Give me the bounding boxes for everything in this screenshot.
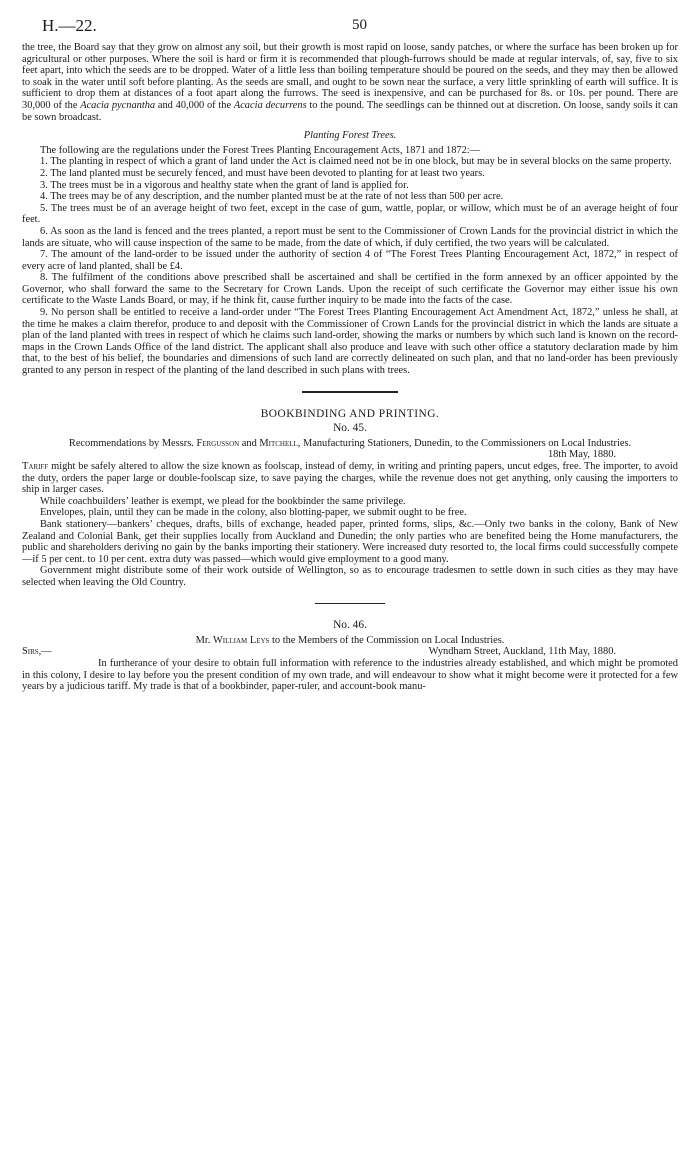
letter-paragraph: Government might distribute some of their work outside of Wellington, so as to encourage tradesmen to settle down in such cities as they may have selected when leaving the Old Country. — [22, 565, 678, 588]
item-45-heading: Recommendations by Messrs. Fergusson and Mitchell, Manufacturing Stationers, Dunedin, to the Commissioners on Local Industries. — [68, 437, 632, 449]
letter-paragraph: Tariff might be safely altered to allow the size known as foolscap, instead of demy, in writing and printing papers, uncut edges, free. The importer, to avoid the duty, orders the paper large or double-foolscap size, to save paying the charges, while the revenue does not get anything, only causing the importers to ship in larger cases. — [22, 461, 678, 496]
planting-heading: Planting Forest Trees. — [303, 130, 397, 142]
address-date: Wyndham Street, Auckland, 11th May, 1880. — [428, 646, 616, 658]
regulation-item: 4. The trees may be of any description, and the number planted must be at the rate of not less than 500 per acre. — [40, 191, 504, 203]
regulation-item: 3. The trees must be in a vigorous and healthy state when the grant of land is applied for. — [40, 179, 409, 191]
regulation-item: 8. The fulfilment of the conditions above prescribed shall be ascertained and shall be certified in the form annexed by an officer appointed by the Governor, who shall forward the same to the Secretary for Crown Lands. Upon the receipt of such certificate the Governor may either issue his own certificate to the Waste Lands Board, or may, if he think fit, cause further inquiry to be made into the facts of the case. — [22, 272, 678, 307]
species-name: Acacia pycnantha — [80, 99, 156, 111]
letter-body: In furtherance of your desire to obtain full information with reference to the industries already established, and which might be promoted in this colony, I desire to lay before you the present condition of my own trade, and will endeavour to show what it might become were it protected for a few years by a judicious tariff. My trade is that of a bookbinder, paper-ruler, and account-book manu- — [22, 658, 678, 693]
document-reference: H.—22. — [42, 16, 97, 35]
author-name: Fergusson — [196, 437, 240, 449]
salutation: Sirs,— — [22, 646, 52, 658]
letter-paragraph: Envelopes, plain, until they can be made in the colony, also blotting-paper, we submit ought to be free. — [40, 507, 467, 519]
intro-paragraph: the tree, the Board say that they grow on almost any soil, but their growth is most rapid on loose, sandy patches, or where the surface has been broken up for agricultural or other purposes. Where the soil is hard or firm it is recommended that plough-furrows should be made at regular intervals, of, say, five to six feet apart, into which the seeds are to be dropped. Water of a little less than boiling temperature should be poured on the seeds, and they may then be allowed to soak in the water until soft before planting. As the seeds are small, and ought to be sown near the surface, a very little sprinkling of earth will suffice. It is sufficient to drop them at distances of a foot apart along the furrows. The seed is inexpensive, and can be purchased for 8s. or 10s. per pound. There are 30,000 of the Acacia pycnantha and 40,000 of the Acacia decurrens to the pound. The seedlings can be thinned out at discretion. On loose, sandy soils it can be sown broadcast. — [22, 42, 678, 123]
regulations-list — [22, 156, 678, 376]
species-name: Acacia decurrens — [233, 99, 307, 111]
section-divider — [315, 603, 385, 605]
letter-paragraph: Bank stationery—bankers’ cheques, drafts, bills of exchange, headed paper, printed forms, slips, &c.—Only two banks in the colony, Bank of New Zealand and Colonial Bank, get their supplies locally from Auckland and Dunedin; the only parties who are benefited being the Home manufacturers, the public and shareholders deriving no gain by the banks importing their stationery. Were increased duty resorted to, the local firms could successfully compete—if 5 per cent. to 10 per cent. extra duty was passed—which would give employment to a good many. — [22, 518, 678, 565]
lead-word: Tariff — [22, 461, 49, 472]
planting-intro: The following are the regulations under the Forest Trees Planting Encouragement Acts, 1871 and 1872:— — [40, 144, 481, 156]
regulation-item: 9. No person shall be entitled to receive a land-order under “The Forest Trees Planting Encouragement Act Amendment Act, 1872,” unless he shall, at the time he makes a claim therefor, produce to and deposit with the Commissioner of Crown Lands for the provincial district in which the lands are situate a plan of the land planted with trees in respect of which he claims such land-order, showing the marks or numbers by which such land is known on the record-maps in the Crown Lands Office of the land district. The applicant shall also produce and leave with such other office a statutory declaration made by him that, to the best of his belief, the boundaries and dimensions of such land are correctly delineated on such plan, and that no land-order has been previously granted to any person in respect of the planting of the land described in such plans with trees. — [22, 307, 678, 377]
author-name: Mitchell — [259, 437, 298, 449]
regulation-item: 7. The amount of the land-order to be issued under the authority of section 4 of “The Forest Trees Planting Encouragement Act, 1872,” in respect of every acre of land planted, shall be £4. — [22, 249, 678, 272]
item-number-45: No. 45. — [333, 422, 367, 435]
page-header — [22, 0, 678, 42]
item-46-heading: Mr. William Leys to the Members of the Commission on Local Industries. — [195, 634, 505, 646]
letter-date: 18th May, 1880. — [547, 449, 616, 461]
salutation-row — [22, 646, 678, 658]
letter-paragraph: While coachbuilders’ leather is exempt, we plead for the bookbinder the same privilege. — [40, 495, 406, 507]
item-number-46: No. 46. — [333, 619, 367, 632]
regulation-item: 1. The planting in respect of which a grant of land under the Act is claimed need not be in one block, but may be in several blocks on the same property. — [40, 156, 672, 168]
section-divider — [302, 391, 398, 393]
regulation-item: 5. The trees must be of an average height of two feet, except in the case of gum, wattle, poplar, or willow, which must be of an average height of four feet. — [22, 202, 678, 226]
regulation-item: 2. The land planted must be securely fenced, and must have been devoted to planting for at least two years. — [40, 167, 485, 179]
regulation-item: 6. As soon as the land is fenced and the trees planted, a report must be sent to the Commissioner of Crown Lands for the provincial district in which the lands are situate, who will cause inspection of the same to be made, from the date of which, if duly certified, the two years will be calculated. — [22, 225, 678, 249]
section-title: BOOKBINDING AND PRINTING. — [260, 407, 440, 420]
author-name: William Leys — [212, 634, 270, 646]
page-number: 50 — [352, 17, 367, 33]
